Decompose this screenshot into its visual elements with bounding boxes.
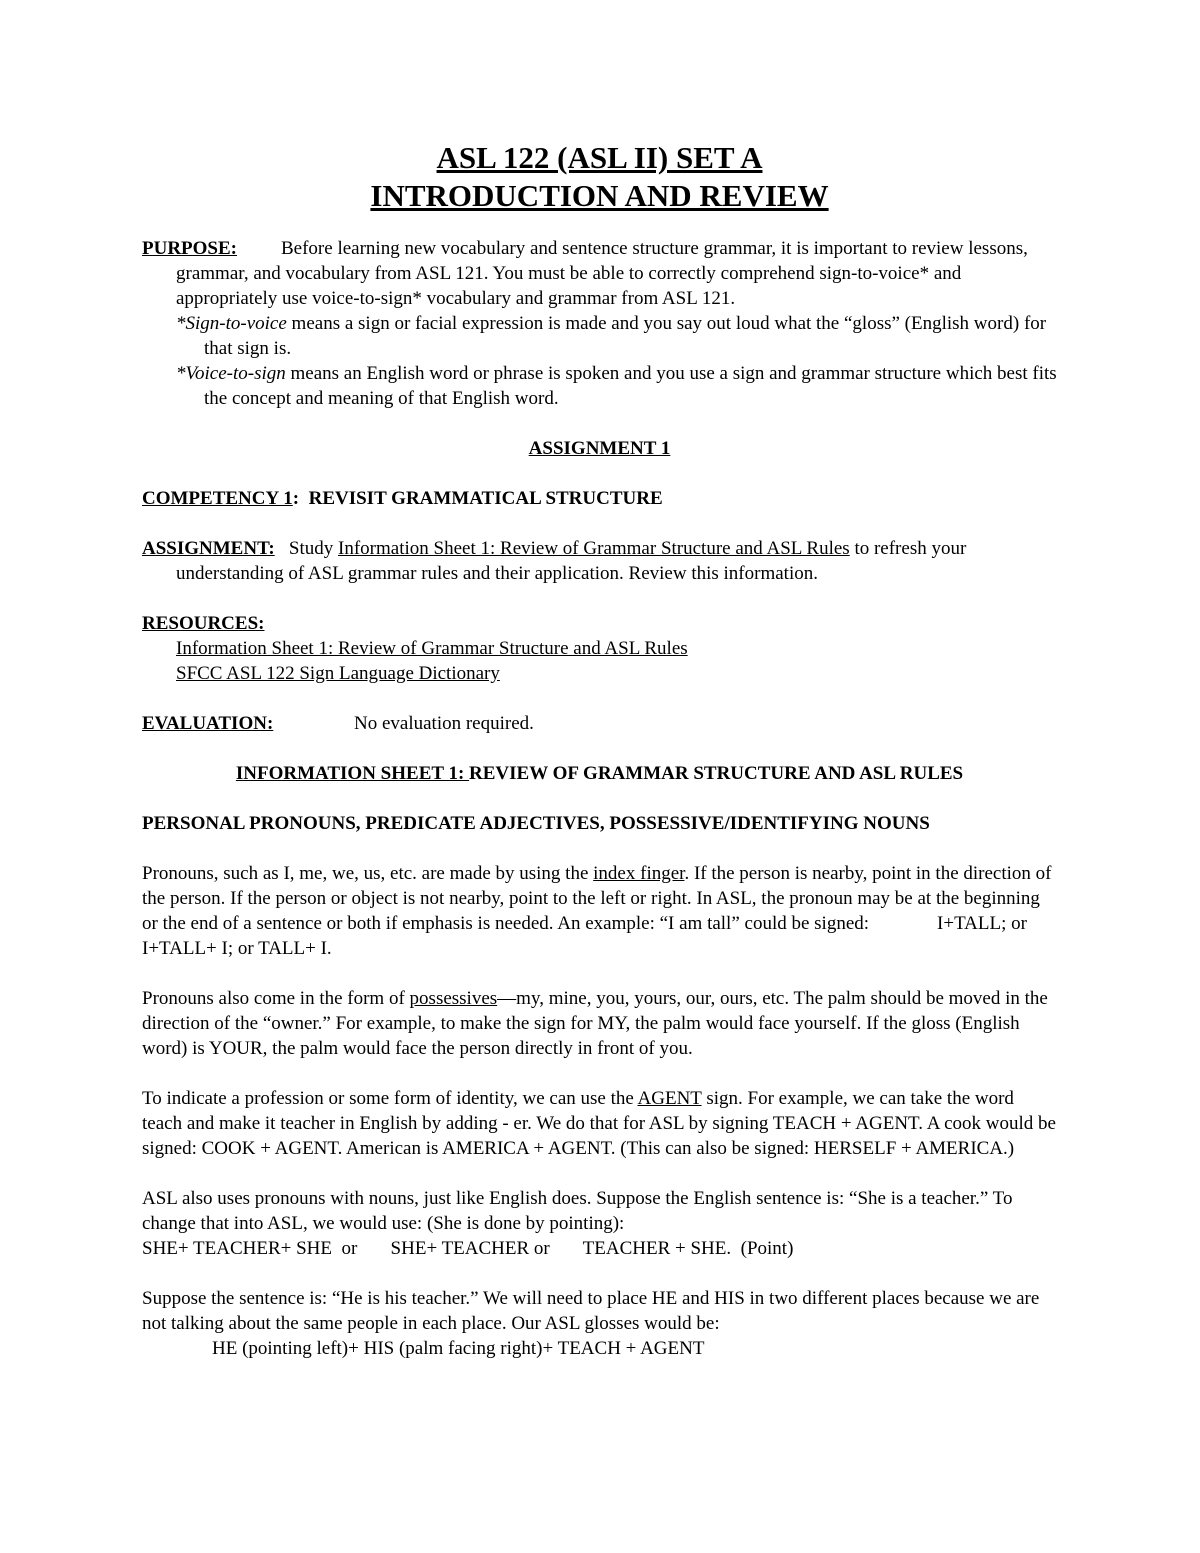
document-page (142, 140, 1057, 1361)
evaluation-label: EVALUATION: (142, 713, 274, 734)
definition-text: means an English word or phrase is spoken and you use a sign and grammar structure which best fits the concept and meaning of that English word. (204, 363, 1057, 409)
purpose-text: Before learning new vocabulary and sentence structure grammar, it is important to review lessons, grammar, and vocabulary from ASL 121. You must be able to correctly comprehend sign-to-voice* and appropriately use voice-to-sign* vocabulary and grammar from ASL 121. (176, 238, 1028, 309)
evaluation-line (142, 711, 1057, 736)
assignment-pre: Study (288, 538, 339, 559)
text-run: —my, mine, you, yours, our, ours, etc. The palm should be moved in the direction of the “owner.” For example, to make the sign for MY, the palm would face yourself. If the gloss (English word) is YOUR, the palm would face the person directly in front of you. (142, 988, 1048, 1059)
purpose-paragraph (142, 236, 1057, 311)
text-run-underlined: possessives (409, 988, 498, 1009)
resource-item (142, 661, 1057, 686)
text-run: To indicate a profession or some form of identity, we can use the (142, 1088, 638, 1109)
assignment-heading: ASSIGNMENT 1 (528, 438, 671, 459)
paragraph-pronouns-nouns (142, 1186, 1057, 1236)
gloss-example: HE (pointing left)+ HIS (palm facing right)+ TEACH + AGENT (212, 1338, 705, 1359)
definition-text: means a sign or facial expression is made and you say out loud what the “gloss” (English word) for that sign is. (204, 313, 1047, 359)
assignment-paragraph (142, 536, 1057, 586)
assignment-post: to refresh your understanding of ASL grammar rules and their application. Review this information. (176, 538, 967, 584)
paragraph-agent (142, 1086, 1057, 1161)
competency-colon: : (292, 488, 300, 509)
gloss-example: I+TALL; or I+TALL+ I; or TALL+ I. (142, 913, 1027, 959)
resource-item (142, 636, 1057, 661)
evaluation-text: No evaluation required. (354, 713, 534, 734)
gloss-example: SHE+ TEACHER+ SHE or SHE+ TEACHER or TEACHER + SHE. (Point) (142, 1238, 794, 1259)
definition-term: *Voice-to-sign (176, 363, 286, 384)
paragraph-pronouns (142, 861, 1057, 961)
info-sheet-title: REVIEW OF GRAMMAR STRUCTURE AND ASL RULES (469, 763, 964, 784)
resource-link-info-sheet[interactable]: Information Sheet 1: Review of Grammar Structure and ASL Rules (176, 638, 688, 659)
text-run: . If the person is nearby, point in the direction of the person. If the person or object is not nearby, point to the left or right. In ASL, the pronoun may be at the beginning or the end of a sentence or both if emphasis is needed. An example: “I am tall” could be signed: (142, 863, 1052, 934)
definition-voice-to-sign (142, 361, 1057, 411)
info-sheet-heading (142, 761, 1057, 786)
text-run: sign. For example, we can take the word teach and make it teacher in English by adding - er. We do that for ASL by signing TEACH + AGENT. A cook would be signed: COOK + AGENT. American is AMERICA + AGENT. (This can also be signed: HERSELF + AMERICA.) (142, 1088, 1056, 1159)
info-sheet-link[interactable]: Information Sheet 1: Review of Grammar Structure and ASL Rules (338, 538, 850, 559)
info-sheet-label: INFORMATION SHEET 1: (235, 763, 470, 784)
text-run-underlined: index finger (593, 863, 685, 884)
resources-heading (142, 611, 1057, 636)
document-subtitle: INTRODUCTION AND REVIEW (370, 178, 829, 213)
definition-sign-to-voice (142, 311, 1057, 361)
resources-label: RESOURCES: (142, 613, 265, 634)
paragraph-he-his (142, 1286, 1057, 1336)
assignment-label: ASSIGNMENT: (142, 538, 275, 559)
definition-term: *Sign-to-voice (176, 313, 287, 334)
competency-line (142, 486, 1057, 511)
document-title: ASL 122 (ASL II) SET A (436, 140, 763, 175)
resource-link-dictionary[interactable]: SFCC ASL 122 Sign Language Dictionary (176, 663, 500, 684)
section-heading: PERSONAL PRONOUNS, PREDICATE ADJECTIVES, POSSESSIVE/IDENTIFYING NOUNS (142, 813, 930, 834)
text-run-underlined: AGENT (637, 1088, 702, 1109)
text-run: Suppose the sentence is: “He is his teacher.” We will need to place HE and HIS in two different places because we are not talking about the same people in each place. Our ASL glosses would be: (142, 1288, 1040, 1334)
paragraph-possessives (142, 986, 1057, 1061)
competency-text: REVISIT GRAMMATICAL STRUCTURE (308, 488, 663, 509)
text-run: Pronouns, such as I, me, we, us, etc. are made by using the (142, 863, 594, 884)
text-run: Pronouns also come in the form of (142, 988, 410, 1009)
competency-label: COMPETENCY 1 (142, 488, 293, 509)
text-run: ASL also uses pronouns with nouns, just like English does. Suppose the English sentence is: “She is a teacher.” To change that into ASL, we would use: (She is done by pointing): (142, 1188, 1013, 1234)
purpose-label: PURPOSE: (142, 238, 237, 259)
